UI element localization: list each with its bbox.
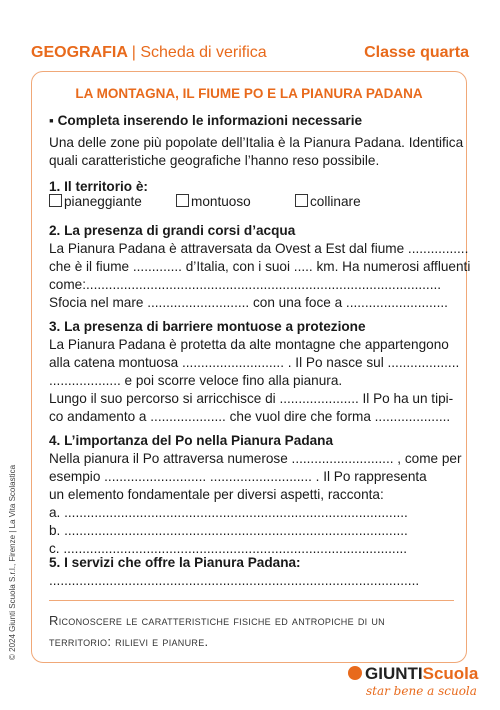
- giunti-g-icon: [348, 666, 362, 680]
- logo-brand: GIUNTI: [365, 664, 423, 683]
- option-label: collinare: [310, 194, 361, 209]
- q4-line-3: un elemento fondamentale per diversi aspetti, racconta:: [49, 487, 384, 502]
- q3-line-1: La Pianura Padana è protetta da alte montagne che appartengono: [49, 337, 449, 352]
- option-label: montuoso: [191, 194, 251, 209]
- intro-line-1: Una delle zone più popolate dell’Italia è la Pianura Padana. Identifica: [49, 135, 464, 150]
- option-collinare[interactable]: [295, 194, 361, 209]
- checkbox-montuoso[interactable]: [176, 194, 189, 207]
- worksheet-title: LA MONTAGNA, IL FIUME PO E LA PIANURA PADANA: [75, 86, 423, 101]
- q2-line-1[interactable]: La Pianura Padana è attraversata da Ovest a Est dal fiume ................: [49, 241, 469, 256]
- copyright-note: © 2024 Giunti Scuola S.r.l., Firenze | La Vita Scolastica: [8, 464, 17, 660]
- subject-label: [31, 44, 267, 62]
- q5-answer-line[interactable]: ..................................................................................................: [49, 573, 420, 588]
- page-header: [31, 44, 469, 66]
- q2-heading: 2. La presenza di grandi corsi d’acqua: [49, 223, 296, 238]
- q3-heading: 3. La presenza di barriere montuose a protezione: [49, 319, 366, 334]
- q3-line-2[interactable]: alla catena montuosa ........................... . Il Po nasce sul ...................: [49, 355, 460, 370]
- summary-divider: [49, 600, 454, 601]
- instruction: ▪ Completa inserendo le informazioni necessarie: [49, 113, 363, 128]
- q4-answer-c[interactable]: c. ...........................................................................................: [49, 541, 408, 556]
- q3-line-5[interactable]: co andamento a .................... che vuol dire che forma ....................: [49, 409, 451, 424]
- q2-line-4[interactable]: Sfocia nel mare ........................... con una foce a ...........................: [49, 295, 448, 310]
- worksheet-card: [31, 71, 471, 663]
- q4-answer-b[interactable]: b. ...........................................................................................: [49, 523, 408, 538]
- checkbox-pianeggiante[interactable]: [49, 194, 62, 207]
- q4-heading: 4. L’importanza del Po nella Pianura Padana: [49, 433, 334, 448]
- q5-heading: 5. I servizi che offre la Pianura Padana:: [49, 555, 301, 570]
- option-montuoso[interactable]: [176, 194, 251, 209]
- subject-name: GEOGRAFIA: [31, 44, 128, 61]
- objective-line-1: Riconoscere le caratteristiche fisiche ed antropiche di un: [49, 613, 385, 628]
- option-label: pianeggiante: [64, 194, 142, 209]
- learning-objective: [49, 610, 385, 652]
- header-separator: |: [131, 44, 136, 61]
- objective-line-2: territorio: rilievi e pianure.: [49, 634, 209, 649]
- q3-line-3[interactable]: ................... e poi scorre veloce fino alla pianura.: [49, 373, 343, 388]
- q2-line-3[interactable]: come:..............................................................................................: [49, 277, 442, 292]
- q4-answer-a[interactable]: a. ...........................................................................................: [49, 505, 408, 520]
- logo-wordmark: [348, 664, 478, 684]
- q3-line-4[interactable]: Lungo il suo percorso si arricchisce di ..................... Il Po ha un tipi-: [49, 391, 454, 406]
- logo-brand-suffix: Scuola: [422, 664, 479, 683]
- intro-line-2: quali caratteristiche geografiche l’hanno reso possibile.: [49, 153, 380, 168]
- sheet-type: Scheda di verifica: [140, 44, 267, 61]
- q4-line-1[interactable]: Nella pianura il Po attraversa numerose ........................... , come per: [49, 451, 462, 466]
- grade-label: Classe quarta: [364, 44, 469, 61]
- publisher-logo: [348, 664, 479, 700]
- logo-tagline: star bene a scuola: [366, 684, 477, 698]
- q2-line-2[interactable]: che è il fiume ............. d’Italia, con i suoi ..... km. Ha numerosi affluenti: [49, 259, 471, 274]
- option-pianeggiante[interactable]: [49, 194, 142, 209]
- checkbox-collinare[interactable]: [295, 194, 308, 207]
- q1-heading: 1. Il territorio è:: [49, 179, 148, 194]
- q4-line-2[interactable]: esempio ........................... ........................... . Il Po rappresenta: [49, 469, 427, 484]
